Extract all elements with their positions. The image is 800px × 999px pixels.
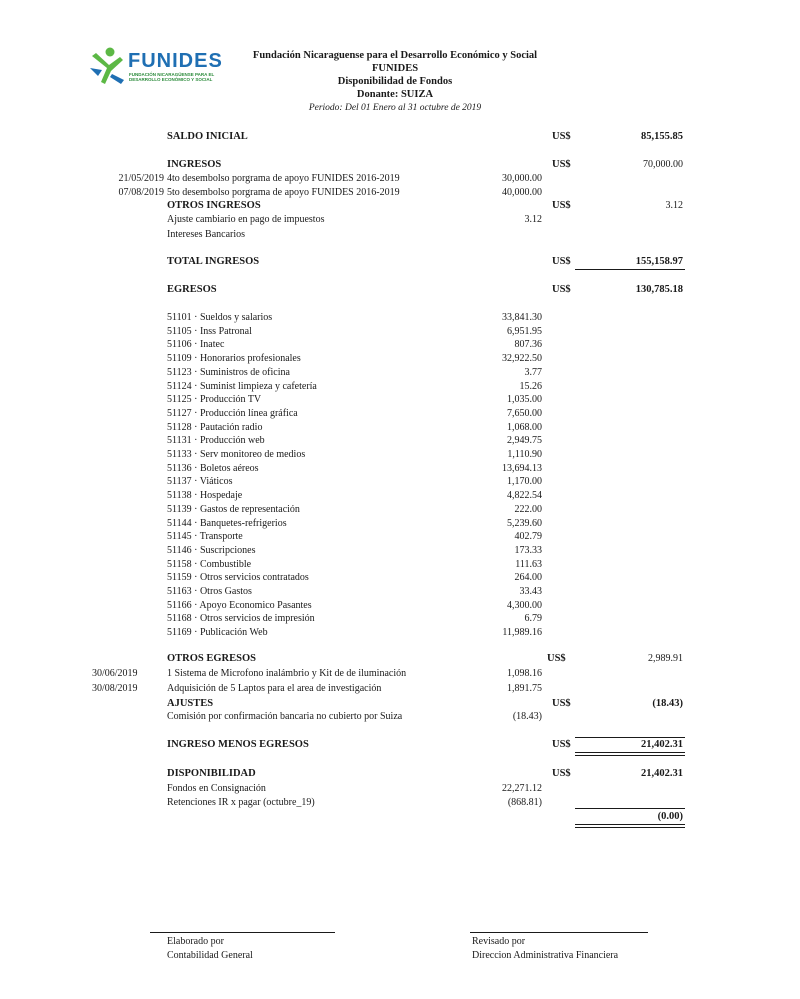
egreso-amount: 4,300.00: [507, 600, 542, 611]
signature-line: [470, 932, 648, 933]
egreso-amount: 1,068.00: [507, 422, 542, 433]
ingreso-menos-egresos-label: INGRESO MENOS EGRESOS: [167, 739, 309, 750]
egreso-desc: 51106 · Inatec: [167, 339, 225, 350]
egreso-amount: 6.79: [524, 613, 542, 624]
egreso-desc: 51131 · Producción web: [167, 435, 265, 446]
row-desc: 4to desembolso porgrama de apoyo FUNIDES 2016-2019: [167, 173, 400, 184]
row-desc: Fondos en Consignación: [167, 783, 266, 794]
saldo-inicial-label: SALDO INICIAL: [167, 131, 248, 142]
ajustes-total: (18.43): [652, 698, 683, 709]
row-amount: 40,000.00: [502, 187, 542, 198]
egreso-desc: 51163 · Otros Gastos: [167, 586, 252, 597]
egreso-amount: 32,922.50: [502, 353, 542, 364]
currency: US$: [552, 159, 571, 170]
row-date: 21/05/2019: [118, 173, 164, 184]
egreso-desc: 51136 · Boletos aéreos: [167, 463, 259, 474]
signature-role: Elaborado por: [167, 936, 224, 947]
row-amount: (18.43): [512, 711, 542, 722]
currency: US$: [552, 200, 571, 211]
signature-dept: Contabilidad General: [167, 950, 253, 961]
rule: [575, 755, 685, 756]
ingresos-total: 70,000.00: [643, 159, 683, 170]
egreso-desc: 51169 · Publicación Web: [167, 627, 268, 638]
row-amount: 30,000.00: [502, 173, 542, 184]
egreso-desc: 51145 · Transporte: [167, 531, 243, 542]
egreso-desc: 51128 · Pautación radio: [167, 422, 263, 433]
egreso-desc: 51166 · Apoyo Economico Pasantes: [167, 600, 312, 611]
egreso-desc: 51124 · Suminist limpieza y cafetería: [167, 381, 317, 392]
egreso-desc: 51109 · Honorarios profesionales: [167, 353, 301, 364]
otros-ingresos-label: OTROS INGRESOS: [167, 200, 261, 211]
total-underline: [575, 269, 685, 270]
saldo-inicial-amount: 85,155.85: [641, 131, 683, 142]
row-desc: Ajuste cambiario en pago de impuestos: [167, 214, 325, 225]
rule: [575, 808, 685, 809]
rule: [575, 827, 685, 828]
row-date: 30/06/2019: [92, 668, 138, 679]
row-amount: 22,271.12: [502, 783, 542, 794]
row-date: 07/08/2019: [118, 187, 164, 198]
row-amount: 1,891.75: [507, 683, 542, 694]
egreso-desc: 51146 · Suscripciones: [167, 545, 256, 556]
period: Periodo: Del 01 Enero al 31 octubre de 2019: [308, 103, 482, 113]
egreso-desc: 51144 · Banquetes-refrigerios: [167, 518, 287, 529]
currency: US$: [552, 131, 571, 142]
egreso-desc: 51133 · Serv monitoreo de medios: [167, 449, 306, 460]
egreso-desc: 51168 · Otros servicios de impresión: [167, 613, 315, 624]
org-short: FUNIDES: [371, 63, 419, 74]
currency: US$: [552, 739, 571, 750]
row-desc: Comisión por confirmación bancaria no cubierto por Suiza: [167, 711, 403, 722]
egreso-amount: 1,035.00: [507, 394, 542, 405]
ingreso-menos-egresos-amount: 21,402.31: [641, 739, 683, 750]
funides-logo-icon: [88, 46, 126, 86]
egreso-amount: 402.79: [514, 531, 542, 542]
egreso-amount: 173.33: [514, 545, 542, 556]
org-name: Fundación Nicaraguense para el Desarrollo Económico y Social: [252, 50, 538, 61]
rule: [575, 752, 685, 753]
egreso-amount: 1,110.90: [507, 449, 542, 460]
row-desc: 5to desembolso porgrama de apoyo FUNIDES 2016-2019: [167, 187, 400, 198]
egreso-desc: 51138 · Hospedaje: [167, 490, 243, 501]
egresos-total: 130,785.18: [635, 284, 683, 295]
row-desc: Intereses Bancarios: [167, 229, 246, 240]
currency: US$: [552, 256, 571, 267]
egreso-amount: 111.63: [515, 559, 542, 570]
ingresos-label: INGRESOS: [167, 159, 222, 170]
ajustes-label: AJUSTES: [167, 698, 214, 709]
signature-line: [150, 932, 335, 933]
otros-egresos-total: 2,989.91: [648, 653, 683, 664]
logo-tagline: FUNDACIÓN NICARAGÜENSE PARA EL DESARROLLO ECONÓMICO Y SOCIAL: [129, 72, 215, 82]
egreso-amount: 33.43: [519, 586, 542, 597]
egreso-amount: 4,822.54: [507, 490, 542, 501]
egreso-desc: 51137 · Viáticos: [167, 476, 233, 487]
egreso-desc: 51139 · Gastos de representación: [167, 504, 300, 515]
row-amount: (868.81): [507, 797, 542, 808]
egreso-amount: 1,170.00: [507, 476, 542, 487]
total-ingresos-label: TOTAL INGRESOS: [167, 256, 260, 267]
egreso-desc: 51105 · Inss Patronal: [167, 326, 252, 337]
egreso-amount: 2,949.75: [507, 435, 542, 446]
egreso-desc: 51127 · Producción línea gráfica: [167, 408, 298, 419]
currency: US$: [552, 284, 571, 295]
difference-amount: (0.00): [657, 811, 683, 822]
egreso-amount: 13,694.13: [502, 463, 542, 474]
donor: Donante: SUIZA: [356, 89, 434, 100]
disponibilidad-total: 21,402.31: [641, 768, 683, 779]
row-desc: 1 Sistema de Microfono inalámbrio y Kit de de iluminación: [167, 668, 407, 679]
egreso-amount: 3.77: [524, 367, 542, 378]
egreso-amount: 7,650.00: [507, 408, 542, 419]
egreso-amount: 264.00: [514, 572, 542, 583]
row-amount: 3.12: [524, 214, 542, 225]
egreso-amount: 6,951.95: [507, 326, 542, 337]
rule: [575, 824, 685, 825]
signature-dept: Direccion Administrativa Financiera: [472, 950, 619, 961]
otros-egresos-label: OTROS EGRESOS: [167, 653, 256, 664]
signature-role: Revisado por: [472, 936, 526, 947]
total-ingresos-amount: 155,158.97: [635, 256, 683, 267]
egreso-desc: 51101 · Sueldos y salarios: [167, 312, 273, 323]
row-amount: 1,098.16: [507, 668, 542, 679]
row-desc: Retenciones IR x pagar (octubre_19): [167, 797, 315, 808]
otros-ingresos-total: 3.12: [665, 200, 683, 211]
currency: US$: [547, 653, 566, 664]
currency: US$: [552, 698, 571, 709]
egreso-amount: 15.26: [519, 381, 542, 392]
egreso-amount: 33,841.30: [502, 312, 542, 323]
egreso-desc: 51159 · Otros servicios contratados: [167, 572, 309, 583]
egreso-desc: 51123 · Suministros de oficina: [167, 367, 290, 378]
egreso-desc: 51158 · Combustible: [167, 559, 252, 570]
row-desc: Adquisición de 5 Laptos para el area de investigación: [167, 683, 382, 694]
egreso-amount: 5,239.60: [507, 518, 542, 529]
rule: [575, 737, 685, 738]
egreso-amount: 222.00: [514, 504, 542, 515]
report-title: Disponibilidad de Fondos: [337, 76, 453, 87]
egreso-amount: 11,989.16: [502, 627, 542, 638]
logo-wordmark: FUNIDES: [128, 50, 223, 72]
currency: US$: [552, 768, 571, 779]
row-date: 30/08/2019: [92, 683, 138, 694]
disponibilidad-label: DISPONIBILIDAD: [167, 768, 256, 779]
egreso-amount: 807.36: [514, 339, 542, 350]
egresos-label: EGRESOS: [167, 284, 217, 295]
egreso-desc: 51125 · Producción TV: [167, 394, 262, 405]
